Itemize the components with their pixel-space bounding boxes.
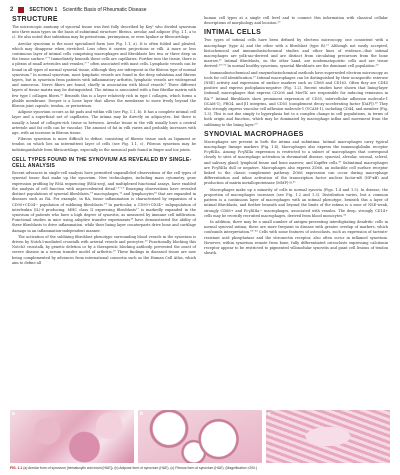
paragraph: The activation of the sublining fibroblast phenotype surrounding blood vessels in the synovium is driven by Notch3-mediated crosstalk with arterial vessels and pericytes.¹⁹ Functionally blocking this Notch3 crosstalk, by genetic deletion or by a therapeutic blocking antibody, prevented the onset of severe disease in a serum transfer model of arthritis.¹⁹ These findings in diseased tissue are now being complemented by advances from international consortia such as the Human Cell Atlas, which aim to define all	[12, 234, 196, 265]
section-title: Scientific Basis of Rheumatic Disease	[62, 7, 147, 13]
left-column	[12, 16, 196, 267]
figure-caption	[10, 466, 390, 470]
paragraph: The microscopic anatomy of synovial tissue was first fully described by Key¹ who divided synovium into three main types on the basis of subintimal structure: fibrous, areolar, and adipose (Fig. 1.1, a to c). He also noted that subintima may be periosteum, perimysium, or even hyaline or fibrocartilage.	[12, 25, 196, 40]
running-header	[10, 6, 146, 14]
heading-intimal-cells: INTIMAL CELLS	[204, 29, 262, 37]
paragraph: Recent advances in single-cell analysis have permitted unparalleled observations of the cell types of synovial tissue that make up the synovium. New technologies, including mass cytometry, gene expression profiling by RNA sequencing (RNA-seq), and multiplexed functional assays, have enabled the analysis of cell function with unprecedented detail.¹¹⁻¹³ Emerging observations have revealed distinct populations of synovial fibroblasts,¹⁴ macrophages,¹⁵ and lymphocytes¹⁶ that are expanded in diseases such as RA. For example, in RA, tissue inflammation is characterized by expansion of a CD90+CD34− population of sublining fibroblasts.¹⁴ In particular, a CD90+CD34− subpopulation of interleukin (IL)-6 producing, MHC class II expressing fibroblasts¹⁷ is markedly expanded in the synovium of patients who have a high degree of synovitis, as measured by immune cell infiltration. Functional studies in mice using adoptive transfer experiments¹⁸ have demonstrated the ability of these fibroblasts to drive inflammation, while their lining layer counterparts drive bone and cartilage damage in an inflammation-independent manner.	[12, 171, 196, 233]
paragraph: Two types of intimal cells have been defined by electron microscopy, one consistent with a macrophage (type A) and the other with a fibroblast (type B).²¹ Although not easily accepted, histochemical and immunohistochemical studies and other lines of evidence—that intimal macrophages are yolk-sac-derived and are distinct from circulating precursors from the bone marrow.²² Intimal fibroblasts, on the other hand, are nonhematopoietic cells and are tissue derived.²³⁻²⁵ In normal healthy synovium, synovial fibroblasts are the dominant cell population.²⁶	[204, 38, 388, 69]
paragraph: In addition, there may be a small number of antigen-presenting interdigitating dendritic cells in normal synovial intima; these are more frequent in disease with greater overlap of markers, which confounds interpretation.³³⁻³⁵ Cells with some features of osteoclasts, such as expression of tartrate-resistant acid phosphatase and the vitronectin receptor, also often occur in inflamed synovium. However, within synovium remote from bone, fully differentiated osteoclasts expressing calcitonin receptor appear to be restricted to pigmented villonodular synovitis and giant cell lesions of tendon sheath.	[204, 219, 388, 256]
heading-synovial-macrophages: SYNOVIAL MACROPHAGES	[204, 130, 304, 138]
page-number: 2	[10, 7, 14, 13]
histology-panel-a	[10, 410, 134, 463]
figure-1-1	[10, 410, 390, 463]
paragraph: Immunohistochemical and enzymehistochemical methods have superseded electron microscopy as tools for cell identification.²⁷ Intimal macrophages can be distinguished by their nonspecific esterase (NSE) activity and expression of surface markers such as CD68 and CD163. Often they are CD45 positive and express podoplanin-negative (Fig. 1.2). Recent studies have shown that lining-layer (intimal) macrophages that express CD206 and MerTK are responsible for inducing remission in RA.¹⁵ Intimal fibroblasts show prominent expression of CD55, intercellular adhesion molecule-1 (ICAM-1), PRG4, and β1 integrins, and CD55 (complement decay-accelerating factor [DAF]).²⁸ They also strongly express vascular cell adhesion molecule-1 (VCAM-1), including CD44, and member (Fig. 1.3). This is not due simply to hyperplasia but to a complex change in cell populations, in terms of both origin and function, which may be dominated by macrophage influx and movement from the sublining to the lining layer.²⁹	[204, 70, 388, 127]
panel-label: c	[268, 411, 271, 417]
subheading-cell-types: CELL TYPES FOUND IN THE SYNOVIUM AS REVEALED BY SINGLE-CELL ANALYSIS	[12, 156, 192, 170]
paragraph: Macrophages are present in both the intima and subintima. Intimal macrophages carry typical macrophage lineage markers (Fig. 1.4). Macrophages also express the immunoglobulin receptor FcγRIIIa. Among FcγRIIIa expression is restricted to a subset of macrophages that correspond closely to sites of macrophage activation in rheumatoid disease: synovial, alveolar, serosal, scleral, and salivary gland; lymphoid tissue and bone marrow; and Kupffer cells.³⁰ Subintimal macrophages are FcγRIIIa dull or negative. Macrophages also express ZO66, an inducible cell surface receptor linked to the classic complement pathway. ZO66 expression can occur during macrophage differentiation and inline activation of the transcription factor nuclear factor-κB (NF-κB) and production of matrix metalloproteinase (MMP)-9.³¹	[204, 139, 388, 186]
panel-label: a	[12, 411, 15, 417]
paragraph: Adipose synovium occurs as fat pads and within villi (see Fig. 1.1, b). It has a complete intimal cell layer and a superficial net of capillaries. The intima may lie directly on adipocytes, but there is usually a band of collagen-rich tissue in between. Areolar tissue in the villi usually have a central arteriole and fat cells can be vascular. The amount of fat in villi varies and probably increases with age, with an increase in fibrous tissue.	[12, 110, 196, 136]
paragraph: Areolar synovium is the most specialized form (see Fig. 1.1, a). It is often folded and pleated, which may disappear when stretched. Less often it carries projections or villi. A more or less continuous layer of intimal cells comprising macrophages and fibroblasts lies two or three deep on the tissue surface.²⁻⁴ Immediately beneath these cells are capillaries. Further into the tissue, there is a plexus of small arterioles and venules,⁵⁻⁷ often associated with mast cells. Lymphatic vessels can be found in all types of normal synovial tissue, although they are infrequent in the fibrous type of normal synovium.⁸ In normal synovium, most lymphatic vessels are found in the deep subintima and fibrous layers, but in synovium from patients with inflammatory arthritis, lymphatic vessels are widespread and numerous. Nerve fibers are found, chiefly in association with blood vessels.⁹ Three different layers of tissue matrix may be distinguished. The intima is associated with a fine fibrillar matrix with few type I collagen fibers.¹⁰ Beneath this is a layer relatively rich in type I collagen, which forms a pliable membrane. Deeper is a loose layer that allows the membrane to move freely beyond the fibrous joint capsule, tendon, or periosteum.	[12, 41, 196, 109]
section-marker	[18, 7, 24, 13]
paragraph: Macrophages make up a minority of cells in normal synovia (Figs. 1.4 and 1.5). In disease, the proportion of macrophages increases (see Fig. 1.2 and 1.3). Distribution varies, but a common pattern is a continuous layer of macrophages with an intimal phenotype, beneath this a layer of intimal fibroblasts, and further beneath and beyond the limits of the intima is a zone of NSE-weak, strongly CD68+ and FcγRIIIa− macrophages, associated with venules. The deep, strongly CD14+ cells may be recently recruited macrophages, derived from blood monocytes.³²	[204, 187, 388, 218]
histology-panel-b	[138, 410, 262, 463]
right-column	[204, 16, 388, 257]
heading-structure: STRUCTURE	[12, 16, 58, 23]
paragraph: Fibrous synovium is more difficult to define, consisting of fibrous tissue such as ligament or tendon on which lies an intermittent layer of cells (see Fig. 1.1, c). Fibrous synovium may be indistinguishable from fibrocartilage, especially in the meniscal pads found in finger and toe joints.	[12, 137, 196, 152]
caption-text: (a) Areolar form of synovium (hematoxylin and eosin [H&E]). (b) Adipose form of synovium (H&E). (c) Fibrous form of synovium (H&E). (Magnification ×200.)	[22, 466, 258, 470]
section-label: SECTION 1	[29, 7, 58, 13]
histology-panel-c	[266, 410, 390, 463]
panel-label: b	[140, 411, 144, 417]
caption-figure-number: FIG. 1.1	[10, 466, 23, 470]
paragraph: human cell types at a single cell level and to connect this information with classical cellular descriptions of morphology and location.²⁰	[204, 16, 388, 26]
